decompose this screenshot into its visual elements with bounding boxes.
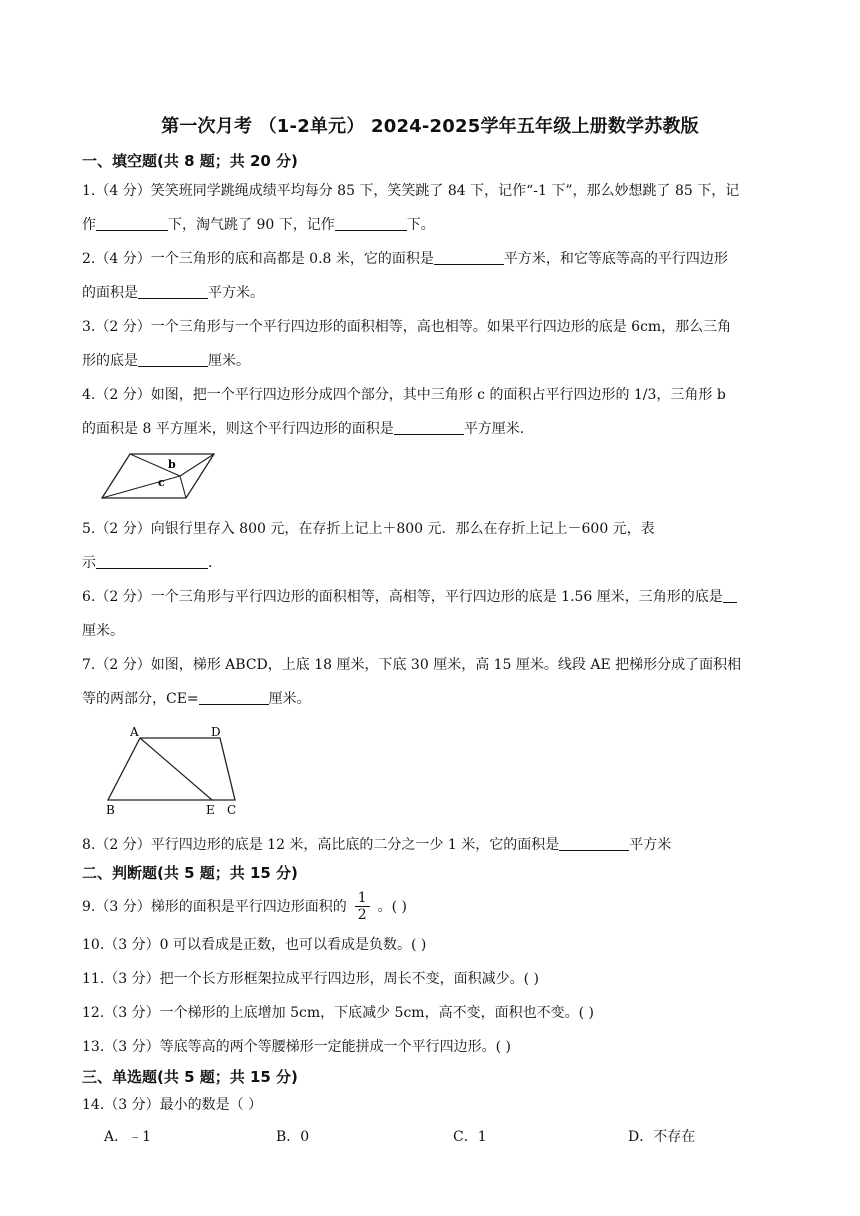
question-4-line-2 xyxy=(82,418,812,438)
question-8-text-a: 8.（2 分）平行四边形的底是 12 米，高比底的二分之一少 1 米，它的面积是 xyxy=(82,837,560,853)
option-c[interactable]: C．1 xyxy=(453,1129,487,1145)
vertex-label-d: D xyxy=(211,725,221,739)
question-12: 12.（3 分）一个梯形的上底增加 5cm，下底减少 5cm，高不变，面积也不变。( ) xyxy=(82,1005,594,1021)
question-2-text-b: 平方米，和它等底等高的平行四边形 xyxy=(503,251,728,267)
question-9-text-a: 9.（3 分）梯形的面积是平行四边形面积的 xyxy=(82,899,347,915)
question-5-text-b: . xyxy=(208,555,213,571)
question-1-text-a: 作 xyxy=(82,217,96,233)
question-2-text-c: 的面积是 xyxy=(82,285,138,301)
question-13: 13.（3 分）等底等高的两个等腰梯形一定能拼成一个平行四边形。( ) xyxy=(82,1039,511,1055)
question-1-line-2 xyxy=(82,214,812,234)
question-2-line-1 xyxy=(82,248,812,268)
question-8-text-b: 平方米 xyxy=(629,837,672,853)
question-4-text-b: 平方厘米. xyxy=(463,421,525,437)
fraction-denominator: 2 xyxy=(357,906,367,923)
question-6-line-2: 厘米。 xyxy=(82,623,124,639)
trapezoid-figure xyxy=(100,722,245,818)
question-10: 10.（3 分）0 可以看成是正数，也可以看成是负数。( ) xyxy=(82,937,427,953)
question-7-line-1: 7.（2 分）如图，梯形 ABCD，上底 18 厘米，下底 30 厘米，高 15 厘米。线段 AE 把梯形分成了面积相 xyxy=(82,657,742,673)
question-3-line-2 xyxy=(82,350,812,370)
question-4-line-1: 4.（2 分）如图，把一个平行四边形分成四个部分，其中三角形 c 的面积占平行四边形的 1/3，三角形 b xyxy=(82,387,726,403)
question-2-line-2 xyxy=(82,282,812,302)
answer-blank[interactable] xyxy=(434,250,504,265)
parallelogram-segment xyxy=(180,476,186,498)
figure-label-c: c xyxy=(158,476,165,489)
question-4-text-a: 的面积是 8 平方厘米，则这个平行四边形的面积是 xyxy=(82,421,394,437)
answer-blank[interactable] xyxy=(394,420,464,435)
question-11: 11.（3 分）把一个长方形框架拉成平行四边形，周长不变，面积减少。( ) xyxy=(82,971,539,987)
question-5-text-a: 示 xyxy=(82,555,96,571)
question-6-line-1 xyxy=(82,586,812,606)
answer-blank[interactable] xyxy=(138,284,208,299)
question-3-text-b: 厘米。 xyxy=(208,353,250,369)
parallelogram-figure xyxy=(100,450,220,504)
question-8-line-1 xyxy=(82,834,812,854)
fraction-numerator: 1 xyxy=(355,890,370,907)
question-1-text-c: 下。 xyxy=(406,217,435,233)
option-a[interactable]: A．﹣1 xyxy=(104,1129,152,1145)
section-multiple-choice: 三、单选题(共 5 题；共 15 分) xyxy=(82,1068,298,1086)
question-7-text-b: 厘米。 xyxy=(268,691,311,707)
page-title: 第一次月考 （1-2单元） 2024-2025学年五年级上册数学苏教版 xyxy=(161,116,699,137)
question-14-stem: 14.（3 分）最小的数是（ ） xyxy=(82,1097,263,1113)
answer-blank[interactable] xyxy=(96,216,168,231)
segment-ae xyxy=(140,738,212,800)
question-2-text-d: 平方米。 xyxy=(208,285,264,301)
question-9-text-b: 。( ) xyxy=(377,899,408,915)
parallelogram-segment xyxy=(180,454,214,476)
fraction-one-half xyxy=(355,890,370,923)
question-5-line-2 xyxy=(82,552,812,572)
question-1-text-b: 下，淘气跳了 90 下，记作 xyxy=(168,217,335,233)
question-7-line-2 xyxy=(82,688,812,708)
answer-blank[interactable] xyxy=(559,836,629,851)
question-1-line-1: 1.（4 分）笑笑班同学跳绳成绩平均每分 85 下，笑笑跳了 84 下，记作“-1 下”，那么妙想跳了 85 下，记 xyxy=(82,183,740,199)
question-7-text-a: 等的两部分，CE= xyxy=(82,691,199,707)
figure-label-b: b xyxy=(168,458,176,471)
answer-blank[interactable] xyxy=(335,216,407,231)
option-b[interactable]: B．0 xyxy=(276,1129,310,1145)
vertex-label-c: C xyxy=(227,803,237,817)
vertex-label-a: A xyxy=(130,725,139,739)
option-d[interactable]: D．不存在 xyxy=(628,1129,696,1145)
question-6-text-a: 6.（2 分）一个三角形与平行四边形的面积相等，高相等，平行四边形的底是 1.56 厘米，三角形的底是 xyxy=(82,589,723,605)
question-5-line-1: 5.（2 分）向银行里存入 800 元，在存折上记上＋800 元．那么在存折上记上－600 元，表 xyxy=(82,521,655,537)
vertex-label-e: E xyxy=(206,803,215,817)
question-3-text-a: 形的底是 xyxy=(82,353,138,369)
question-2-text-a: 2.（4 分）一个三角形的底和高都是 0.8 米，它的面积是 xyxy=(82,251,434,267)
trapezoid-outline xyxy=(108,738,235,800)
question-3-line-1: 3.（2 分）一个三角形与一个平行四边形的面积相等，高也相等。如果平行四边形的底是 6cm，那么三角 xyxy=(82,319,732,335)
answer-blank[interactable] xyxy=(723,588,737,603)
answer-blank[interactable] xyxy=(96,554,208,569)
question-9-line-1 xyxy=(82,888,812,924)
answer-blank[interactable] xyxy=(138,352,208,367)
vertex-label-b: B xyxy=(106,803,115,817)
section-fill-in: 一、填空题(共 8 题；共 20 分) xyxy=(82,152,298,170)
answer-blank[interactable] xyxy=(199,690,269,705)
section-true-false: 二、判断题(共 5 题；共 15 分) xyxy=(82,864,298,882)
